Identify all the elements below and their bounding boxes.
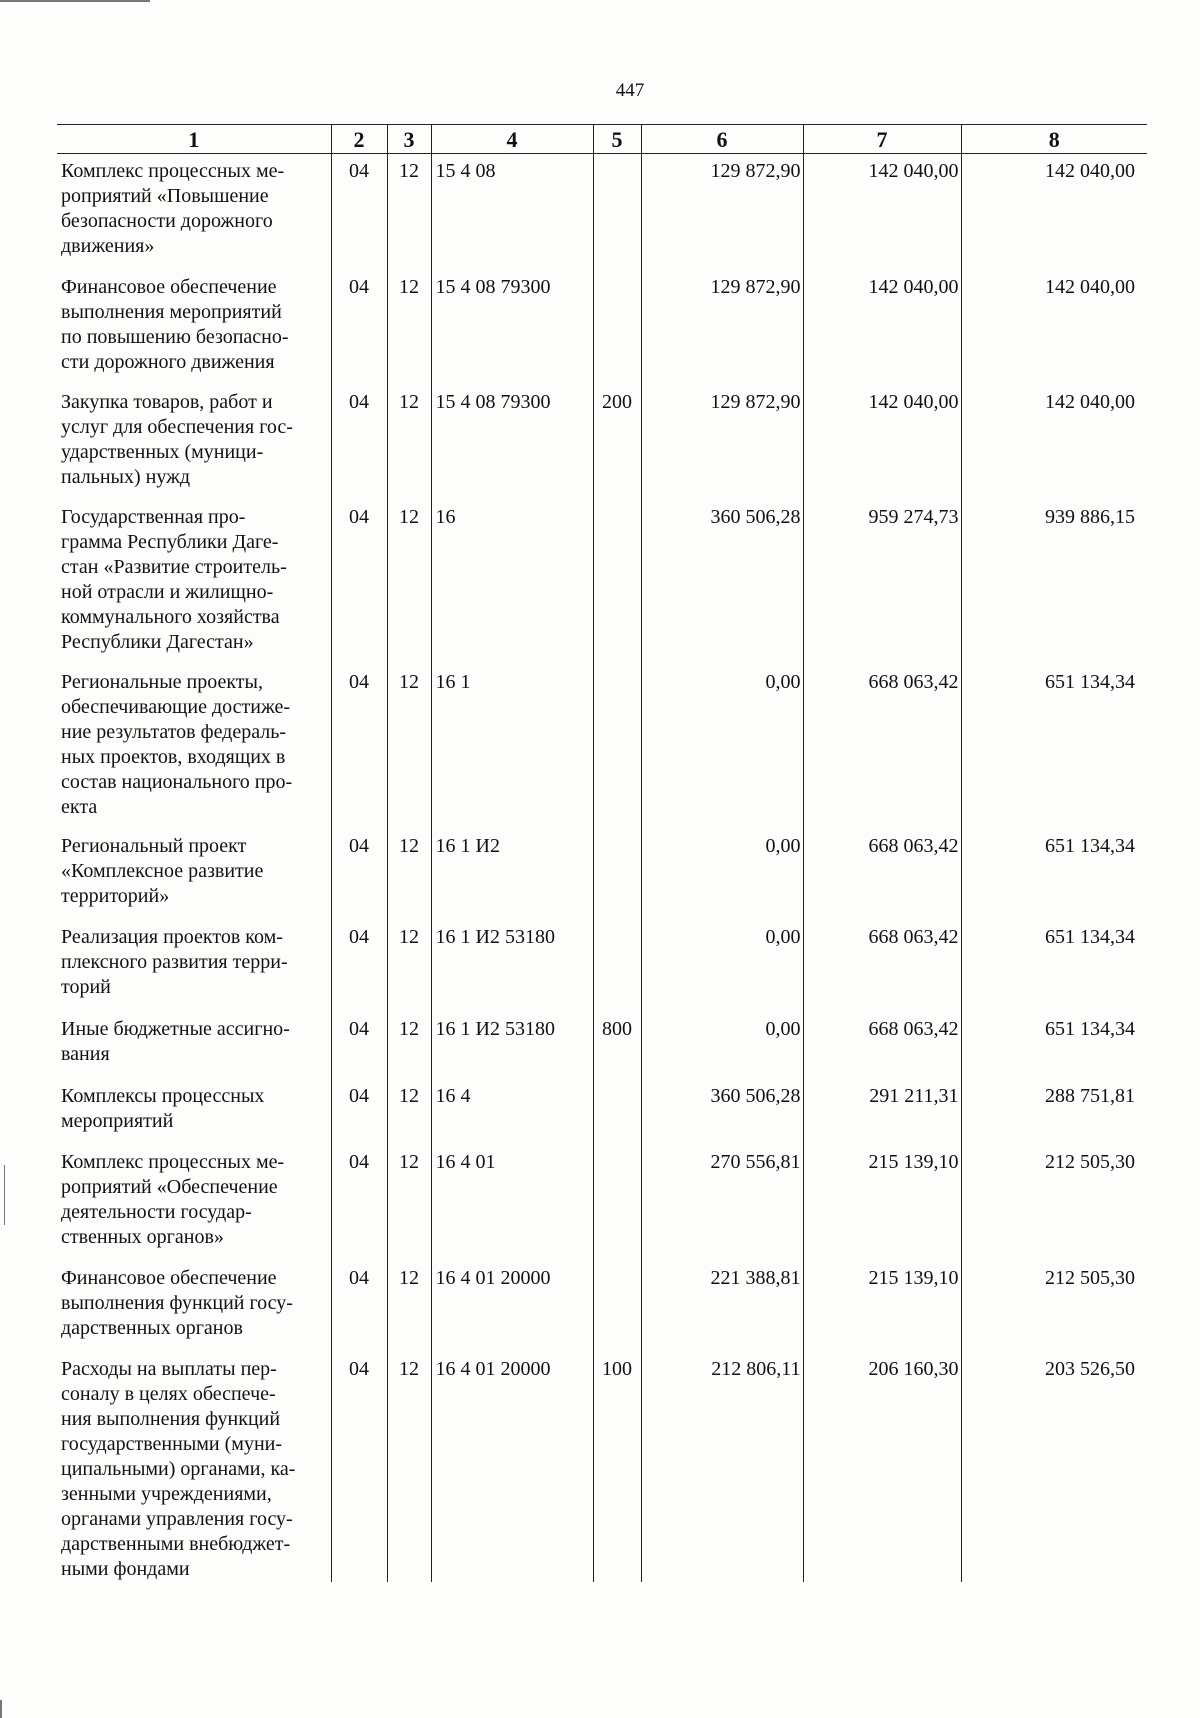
amount-col-7: 215 139,10 (803, 1261, 961, 1352)
amount-col-6: 129 872,90 (641, 385, 803, 500)
table-row (57, 1079, 1147, 1145)
amount-col-6: 212 806,11 (641, 1352, 803, 1582)
subsection-code: 12 (387, 920, 431, 1012)
section-code: 04 (331, 385, 387, 500)
amount-col-8: 142 040,00 (961, 154, 1147, 270)
amount-col-7: 142 040,00 (803, 385, 961, 500)
expense-type-code (593, 1079, 641, 1145)
amount-col-6: 270 556,81 (641, 1145, 803, 1261)
expense-name: Закупка товаров, работ и услуг для обеспечения гос- ударственных (муници- пальных) нужд (61, 390, 293, 488)
subsection-code: 12 (387, 1352, 431, 1582)
table-row (57, 500, 1147, 665)
expense-name: Иные бюджетные ассигно- вания (61, 1017, 290, 1065)
section-code: 04 (331, 1145, 387, 1261)
amount-col-7: 142 040,00 (803, 154, 961, 270)
column-header: 7 (803, 125, 961, 154)
amount-col-7: 291 211,31 (803, 1079, 961, 1145)
amount-col-7: 215 139,10 (803, 1145, 961, 1261)
expense-name: Финансовое обеспечение выполнения функций госу- дарственных органов (61, 1266, 293, 1339)
section-code: 04 (331, 1012, 387, 1079)
page-number: 447 (615, 80, 645, 101)
subsection-code: 12 (387, 154, 431, 270)
amount-col-8: 651 134,34 (961, 829, 1147, 920)
table-row (57, 829, 1147, 920)
amount-col-7: 668 063,42 (803, 829, 961, 920)
expense-name: Расходы на выплаты пер- соналу в целях обеспече- ния выполнения функций государственными (муни- ципальными) органами, ка- зенными учреждениями, органами управления госу- дарственными внебюджет- ными фондами (61, 1357, 296, 1580)
table-row (57, 1261, 1147, 1352)
amount-col-6: 0,00 (641, 829, 803, 920)
amount-col-7: 959 274,73 (803, 500, 961, 665)
section-code: 04 (331, 1261, 387, 1352)
scan-edge-line (4, 1165, 5, 1225)
subsection-code: 12 (387, 829, 431, 920)
target-article-code: 16 4 01 20000 (431, 1261, 593, 1352)
subsection-code: 12 (387, 665, 431, 829)
target-article-code: 16 (431, 500, 593, 665)
amount-col-6: 0,00 (641, 920, 803, 1012)
column-header: 4 (431, 125, 593, 154)
subsection-code: 12 (387, 1145, 431, 1261)
table-row (57, 154, 1147, 270)
target-article-code: 16 4 01 20000 (431, 1352, 593, 1582)
amount-col-6: 360 506,28 (641, 1079, 803, 1145)
amount-col-8: 651 134,34 (961, 1012, 1147, 1079)
section-code: 04 (331, 920, 387, 1012)
expense-type-code: 800 (593, 1012, 641, 1079)
target-article-code: 16 1 И2 53180 (431, 920, 593, 1012)
scan-edge-line (0, 0, 150, 2)
expense-type-code (593, 1261, 641, 1352)
amount-col-8: 651 134,34 (961, 920, 1147, 1012)
scan-edge-line (0, 1700, 2, 1718)
amount-col-6: 0,00 (641, 665, 803, 829)
table-row (57, 1145, 1147, 1261)
expense-type-code (593, 920, 641, 1012)
target-article-code: 16 4 01 (431, 1145, 593, 1261)
amount-col-7: 668 063,42 (803, 1012, 961, 1079)
amount-col-6: 360 506,28 (641, 500, 803, 665)
section-code: 04 (331, 829, 387, 920)
amount-col-7: 206 160,30 (803, 1352, 961, 1582)
table-row (57, 1352, 1147, 1582)
target-article-code: 16 4 (431, 1079, 593, 1145)
section-code: 04 (331, 270, 387, 385)
expense-name: Государственная про- грамма Республики Даге- стан «Развитие строитель- ной отрасли и жилищно- коммунального хозяйства Республики Дагестан» (61, 505, 287, 653)
amount-col-6: 129 872,90 (641, 154, 803, 270)
amount-col-7: 668 063,42 (803, 665, 961, 829)
expense-name: Комплекс процессных ме- роприятий «Повышение безопасности дорожного движения» (61, 160, 285, 257)
amount-col-8: 212 505,30 (961, 1145, 1147, 1261)
subsection-code: 12 (387, 385, 431, 500)
column-header: 1 (57, 125, 331, 154)
budget-table (57, 124, 1147, 1582)
amount-col-8: 651 134,34 (961, 665, 1147, 829)
section-code: 04 (331, 500, 387, 665)
amount-col-8: 203 526,50 (961, 1352, 1147, 1582)
expense-type-code: 100 (593, 1352, 641, 1582)
section-code: 04 (331, 1079, 387, 1145)
expense-type-code: 200 (593, 385, 641, 500)
column-header: 3 (387, 125, 431, 154)
expense-type-code (593, 665, 641, 829)
target-article-code: 16 1 (431, 665, 593, 829)
section-code: 04 (331, 154, 387, 270)
target-article-code: 15 4 08 79300 (431, 385, 593, 500)
table-row (57, 665, 1147, 829)
target-article-code: 15 4 08 79300 (431, 270, 593, 385)
subsection-code: 12 (387, 500, 431, 665)
column-header: 6 (641, 125, 803, 154)
amount-col-8: 288 751,81 (961, 1079, 1147, 1145)
table-header-row (57, 125, 1147, 154)
expense-name: Комплексы процессных мероприятий (61, 1084, 265, 1132)
section-code: 04 (331, 1352, 387, 1582)
subsection-code: 12 (387, 1012, 431, 1079)
expense-type-code (593, 270, 641, 385)
amount-col-8: 142 040,00 (961, 270, 1147, 385)
amount-col-6: 221 388,81 (641, 1261, 803, 1352)
expense-type-code (593, 1145, 641, 1261)
expense-name: Финансовое обеспечение выполнения мероприятий по повышению безопасно- сти дорожного движения (61, 275, 289, 373)
column-header: 5 (593, 125, 641, 154)
amount-col-7: 668 063,42 (803, 920, 961, 1012)
expense-type-code (593, 829, 641, 920)
subsection-code: 12 (387, 1261, 431, 1352)
subsection-code: 12 (387, 1079, 431, 1145)
target-article-code: 16 1 И2 53180 (431, 1012, 593, 1079)
table-row (57, 385, 1147, 500)
expense-name: Региональный проект «Комплексное развитие территорий» (61, 834, 264, 907)
subsection-code: 12 (387, 270, 431, 385)
table-row (57, 270, 1147, 385)
amount-col-8: 212 505,30 (961, 1261, 1147, 1352)
column-header: 2 (331, 125, 387, 154)
expense-type-code (593, 500, 641, 665)
amount-col-7: 142 040,00 (803, 270, 961, 385)
amount-col-8: 939 886,15 (961, 500, 1147, 665)
amount-col-6: 129 872,90 (641, 270, 803, 385)
expense-name: Комплекс процессных ме- роприятий «Обеспечение деятельности государ- ственных органов» (61, 1150, 285, 1248)
column-header: 8 (961, 125, 1147, 154)
table-row (57, 1012, 1147, 1079)
target-article-code: 16 1 И2 (431, 829, 593, 920)
expense-name: Реализация проектов ком- плексного развития терри- торий (61, 925, 288, 998)
section-code: 04 (331, 665, 387, 829)
expense-name: Региональные проекты, обеспечивающие достиже- ние результатов федераль- ных проектов, входящих в состав национального про- екта (61, 670, 293, 818)
table-row (57, 920, 1147, 1012)
expense-type-code (593, 154, 641, 270)
amount-col-6: 0,00 (641, 1012, 803, 1079)
amount-col-8: 142 040,00 (961, 385, 1147, 500)
target-article-code: 15 4 08 (431, 154, 593, 270)
